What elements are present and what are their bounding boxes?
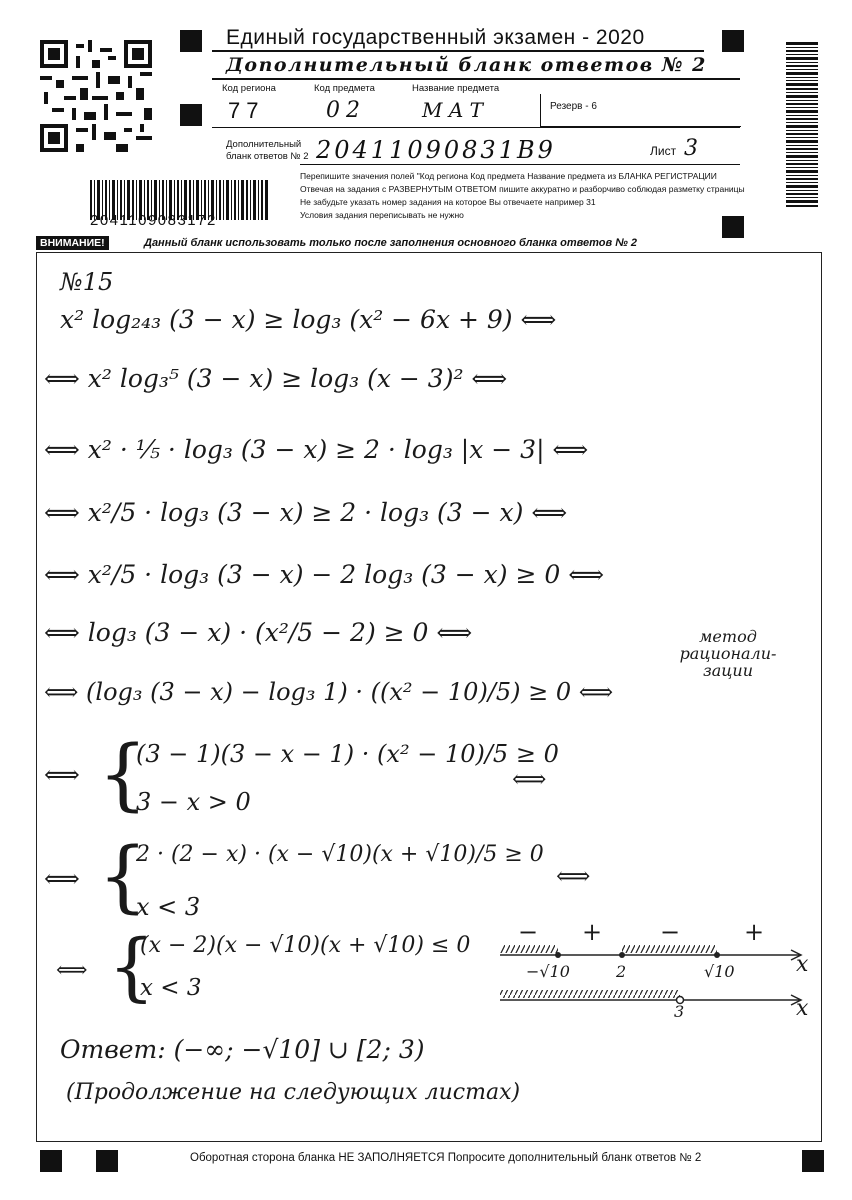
system-line: 3 − x > 0 [136,788,251,816]
vertical-barcode-icon [786,42,818,207]
solution-line: ⟺ x²/5 · log₃ (3 − x) ≥ 2 · log₃ (3 − x) ⟺ [44,498,568,527]
region-label: Код региона [222,83,276,94]
equiv-sign: ⟺ [512,765,547,793]
system-line: x < 3 [136,893,201,921]
equiv-sign: ⟺ [56,958,88,983]
point-label: −√10 [526,962,570,981]
form-number-label: Дополнительный бланк ответов № 2 [226,139,309,162]
reserve-label: Резерв - 6 [550,101,597,112]
axis-label: x [796,996,809,1021]
final-answer: Ответ: (−∞; −√10] ∪ [2; 3) [60,1035,425,1064]
footer-text: Оборотная сторона бланка НЕ ЗАПОЛНЯЕТСЯ Попросите дополнительный бланк ответов № 2 [190,1152,702,1164]
equiv-sign: ⟺ [556,862,591,890]
system-brace: { [98,832,148,922]
registration-marker [40,1150,62,1172]
solution-line: ⟺ log₃ (3 − x) · (x²/5 − 2) ≥ 0 ⟺ [44,618,473,647]
sign-label: − [518,918,539,946]
subject-code-label: Код предмета [314,83,375,94]
notice-tag: ВНИМАНИЕ! [36,236,109,250]
form-number-value: 20411090831В9 [316,136,556,164]
equiv-sign: ⟺ [44,760,80,789]
equiv-sign: ⟺ [44,864,80,893]
notice-bar [36,236,821,250]
system-line: 2 · (2 − x) · (x − √10)(x + √10)/5 ≥ 0 [136,842,544,867]
solution-line: ⟺ x² log₃⁵ (3 − x) ≥ log₃ (x − 3)² ⟺ [44,364,508,393]
qr-code-icon [40,40,152,152]
registration-marker [722,30,744,52]
axis-label: x [796,952,809,977]
point-2 [619,952,625,958]
point-label: 2 [616,962,627,981]
registration-marker [96,1150,118,1172]
instruction-line: Перепишите значения полей "Код региона Код предмета Название предмета из БЛАНКА РЕГИСТРАЦИИ [300,171,717,181]
solution-line: x² log₂₄₃ (3 − x) ≥ log₃ (x² − 6x + 9) ⟺ [60,305,557,334]
subject-name-value: МАТ [422,98,489,122]
sign-label: + [744,918,765,946]
task-number: №15 [60,268,114,296]
sign-label: + [582,918,603,946]
exam-title: Единый государственный экзамен - 2020 [226,26,645,49]
system-line: (3 − 1)(3 − x − 1) · (x² − 10)/5 ≥ 0 [136,740,559,768]
subject-name-label: Название предмета [412,83,500,94]
point-sqrt10 [714,952,720,958]
notice-text: Данный бланк использовать только после заполнения основного бланка ответов № 2 [144,237,637,249]
solution-line: ⟺ x² · ⅕ · log₃ (3 − x) ≥ 2 · log₃ |x − 3| ⟺ [44,435,589,464]
point-minus-sqrt10 [555,952,561,958]
shaded-interval [622,945,717,953]
region-value: 77 [228,98,265,123]
system-line: x < 3 [140,975,202,1001]
form-title: Дополнительный бланк ответов № 2 [226,54,707,76]
instruction-line: Отвечая на задания с РАЗВЕРНУТЫМ ОТВЕТОМ пишите аккуратно и разборчиво соблюдая разметку страницы [300,184,745,194]
registration-marker [802,1150,824,1172]
solution-line: ⟺ x²/5 · log₃ (3 − x) − 2 log₃ (3 − x) ≥ 0 ⟺ [44,560,605,589]
method-note: метод рационали- зации [679,627,777,680]
solution-line: ⟺ (log₃ (3 − x) − log₃ 1) · ((x² − 10)/5) ≥ 0 ⟺ [44,678,614,706]
instruction-line: Не забудьте указать номер задания на которое Вы отвечаете например 31 [300,197,596,207]
subject-code-value: 02 [326,98,366,123]
system-brace: { [98,730,148,820]
sheet-label: Лист [650,144,677,158]
instructions [300,170,745,222]
point-label: √10 [704,962,735,981]
point-label: 3 [674,1002,685,1021]
barcode-digits: 2041109083172 [90,212,217,229]
registration-marker [180,30,202,52]
system-brace: { [108,924,156,1010]
system-line: (x − 2)(x − √10)(x + √10) ≤ 0 [140,933,471,958]
registration-marker [180,104,202,126]
instruction-line: Условия задания переписывать не нужно [300,210,464,220]
sign-label: − [660,918,681,946]
sheet-value: 3 [684,136,698,161]
continuation-note: (Продолжение на следующих листах) [66,1080,521,1105]
shaded-interval [500,990,680,998]
shaded-interval [500,945,558,953]
